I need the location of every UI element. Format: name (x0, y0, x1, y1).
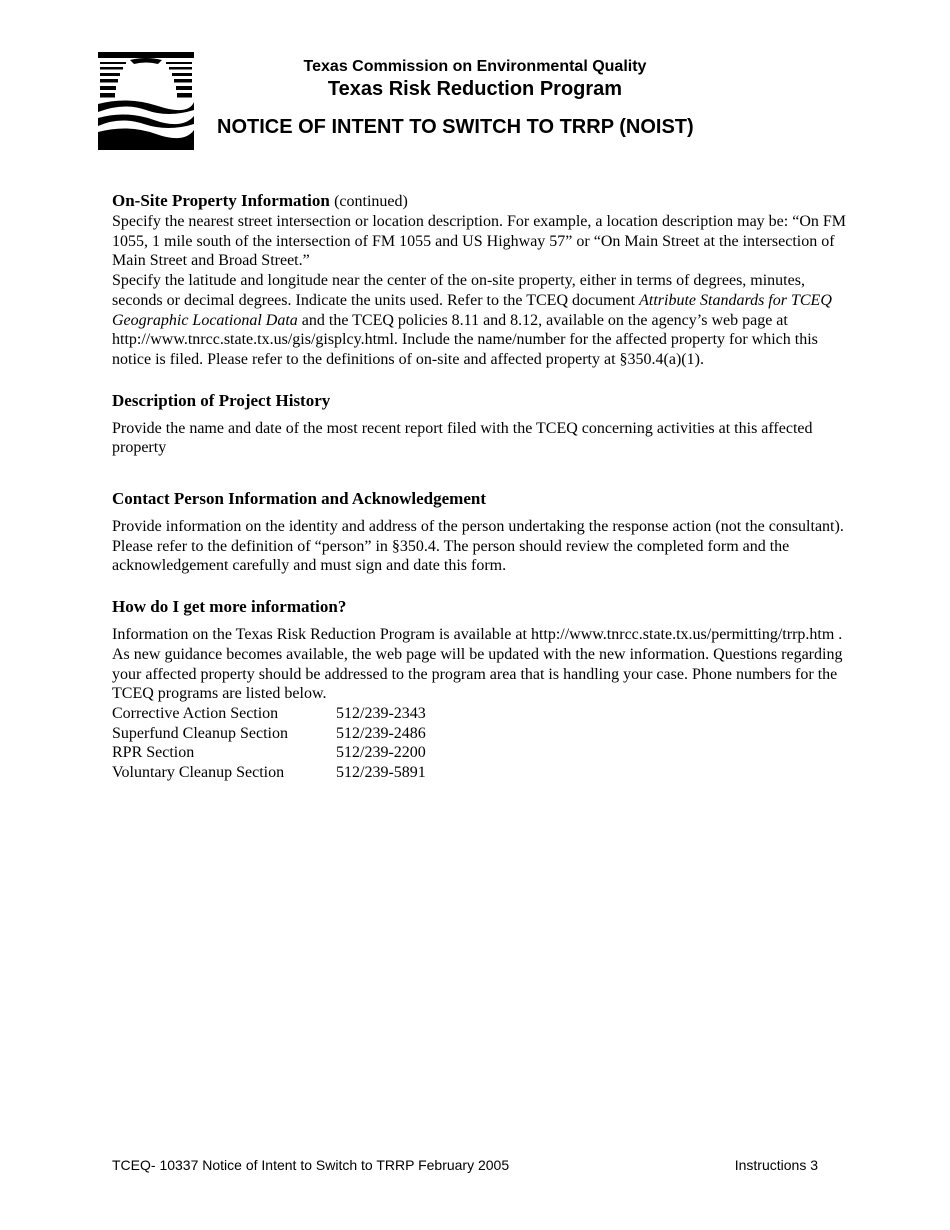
attribute-standards-title: Attribute Standards for TCEQ Geographic Locational Data (112, 291, 832, 329)
phone-section-name: Corrective Action Section (112, 704, 279, 722)
phone-section-name: RPR Section (112, 744, 195, 762)
onsite-heading-text: On-Site Property Information (112, 191, 330, 210)
info-heading: How do I get more information? (112, 597, 347, 617)
onsite-latlong-text-a: Specify the latitude and longitude near the center of the on-site property, either in terms of degrees, minutes, seconds or decimal degrees. Indicate the units used. Refer to the TCEQ document (112, 272, 805, 309)
onsite-heading (112, 190, 847, 212)
phone-table (112, 704, 426, 783)
history-paragraph: Provide the name and date of the most recent report filed with the TCEQ concerning activities at this affected property (112, 419, 813, 457)
tceq-logo (98, 52, 194, 150)
onsite-latlong-text-b: and the TCEQ policies 8.11 and 8.12, available on the agency’s web page at http://www.tnrcc.state.tx.us/gis/gisplcy.html. Include the name/number for the affected property for which this notice is filed. Please refer to the definitions of on-site and affected property at §350.4(a)(1). (112, 311, 818, 368)
program-name: Texas Risk Reduction Program (327, 78, 623, 100)
footer-form-id: TCEQ- 10337 Notice of Intent to Switch to TRRP February 2005 (112, 1157, 510, 1173)
contact-paragraph: Provide information on the identity and address of the person undertaking the response action (not the consultant). Please refer to the definition of “person” in §350.4. The person should review the completed form and the acknowledgement carefully and must sign and date this form. (112, 518, 844, 575)
phone-row (112, 763, 426, 783)
phone-number: 512/239-2486 (336, 724, 426, 742)
info-paragraph: Information on the Texas Risk Reduction Program is available at http://www.tnrcc.state.tx.us/permitting/trrp.htm . As new guidance becomes available, the web page will be updated with the new information. Questions regarding your affected property should be addressed to the program area that is handling your case. Phone numbers for the TCEQ programs are listed below. (112, 626, 843, 703)
document-body (112, 190, 847, 783)
phone-row (112, 724, 426, 744)
onsite-location-paragraph: Specify the nearest street intersection or location description. For example, a location description may be: “On FM 1055, 1 mile south of the intersection of FM 1055 and US Highway 57” or “On Main Street at the intersection of Main Street and Broad Street.” (112, 213, 847, 270)
phone-number: 512/239-2343 (336, 704, 426, 722)
contact-heading: Contact Person Information and Acknowledgement (112, 489, 486, 509)
footer-page-label: Instructions 3 (734, 1157, 818, 1173)
agency-name: Texas Commission on Environmental Quality (303, 58, 647, 75)
phone-number: 512/239-2200 (336, 744, 426, 762)
phone-section-name: Voluntary Cleanup Section (112, 764, 285, 782)
phone-number: 512/239-5891 (336, 764, 426, 782)
page-title: NOTICE OF INTENT TO SWITCH TO TRRP (NOIST) (217, 116, 694, 138)
history-heading: Description of Project History (112, 390, 331, 410)
phone-row (112, 704, 426, 724)
onsite-latlong-paragraph (112, 271, 847, 370)
onsite-heading-suffix: (continued) (334, 193, 408, 210)
phone-row (112, 743, 426, 763)
phone-section-name: Superfund Cleanup Section (112, 724, 288, 742)
